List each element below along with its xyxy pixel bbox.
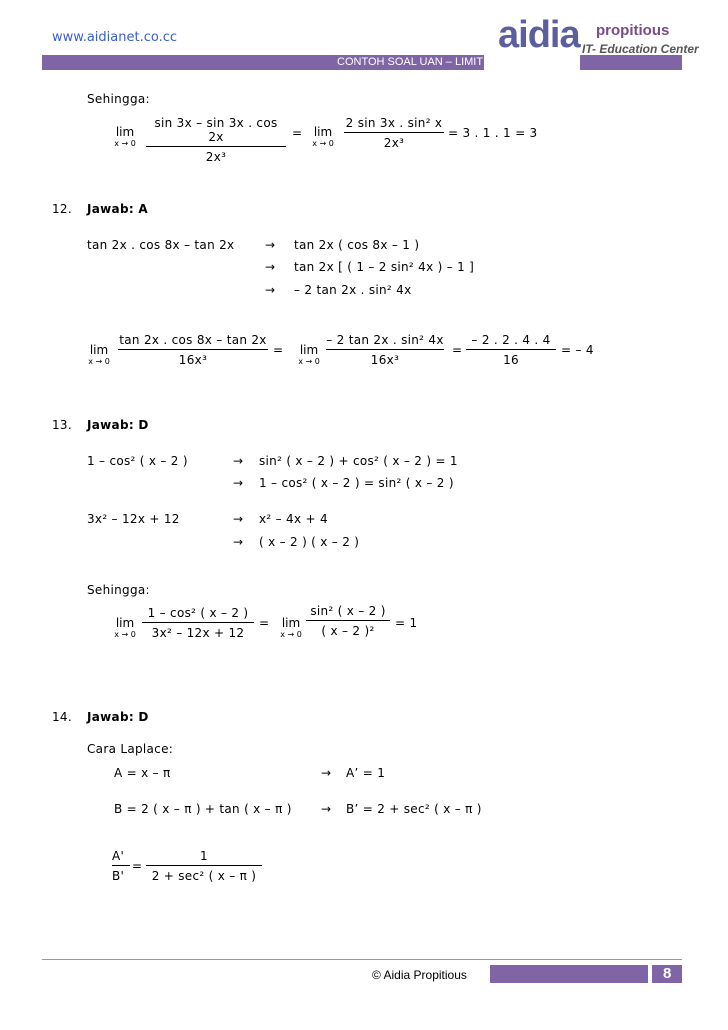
- step-text: ( x – 2 ) ( x – 2 ): [259, 535, 360, 549]
- fraction: – 2 tan 2x . sin² 4x 16x³: [326, 333, 444, 367]
- fraction: 2 sin 3x . sin² x 2x³: [345, 116, 443, 150]
- logo-aidia-text: aidia: [498, 14, 580, 56]
- arrow-icon: →: [233, 476, 244, 490]
- equals-sign: =: [292, 126, 303, 140]
- logo-tagline: IT- Education Center: [582, 42, 699, 56]
- website-link[interactable]: www.aidianet.co.cc: [52, 30, 178, 45]
- limit-operator: lim x → 0: [114, 125, 136, 148]
- b-derivative: B’ = 2 + sec² ( x – π ): [346, 802, 482, 816]
- footer-bar: [490, 965, 648, 983]
- limit-operator: lim x → 0: [88, 343, 110, 366]
- arrow-icon: →: [233, 454, 244, 468]
- result-text: = – 4: [561, 343, 594, 357]
- result-text: = 3 . 1 . 1 = 3: [448, 126, 538, 140]
- limit-operator: lim x → 0: [114, 616, 136, 639]
- page-number: 8: [663, 965, 672, 982]
- footer-divider: [42, 959, 682, 960]
- fraction: 1 – cos² ( x – 2 ) 3x² – 12x + 12: [142, 606, 254, 640]
- copyright-text: © Aidia Propitious: [372, 968, 467, 982]
- question-number: 12.: [52, 202, 72, 216]
- ratio-fraction: A' B': [112, 849, 130, 883]
- expression-lhs: 1 – cos² ( x – 2 ): [87, 454, 188, 468]
- step-text: x² – 4x + 4: [259, 512, 328, 526]
- sehingga-label: Sehingga:: [87, 92, 150, 106]
- answer-label: Jawab: D: [87, 710, 149, 724]
- step-text: tan 2x ( cos 8x – 1 ): [294, 238, 420, 252]
- step-text: tan 2x [ ( 1 – 2 sin² 4x ) – 1 ]: [294, 260, 475, 274]
- limit-operator: lim x → 0: [280, 616, 302, 639]
- fraction: – 2 . 2 . 4 . 4 16: [466, 333, 556, 367]
- step-text: sin² ( x – 2 ) + cos² ( x – 2 ) = 1: [259, 454, 458, 468]
- logo: [498, 14, 699, 68]
- equals-sign: =: [132, 859, 143, 873]
- equals-sign: =: [452, 343, 463, 357]
- equals-sign: =: [259, 616, 270, 630]
- fraction: sin 3x – sin 3x . cos 2x 2x³: [146, 116, 286, 164]
- expression-lhs: tan 2x . cos 8x – tan 2x: [87, 238, 235, 252]
- a-derivative: A’ = 1: [346, 766, 386, 780]
- sehingga-label: Sehingga:: [87, 583, 150, 597]
- arrow-icon: →: [233, 535, 244, 549]
- limit-operator: lim x → 0: [312, 125, 334, 148]
- fraction: tan 2x . cos 8x – tan 2x 16x³: [119, 333, 267, 367]
- a-definition: A = x – π: [114, 766, 171, 780]
- step-text: – 2 tan 2x . sin² 4x: [294, 283, 412, 297]
- equals-sign: =: [273, 343, 284, 357]
- method-label: Cara Laplace:: [87, 742, 174, 756]
- b-definition: B = 2 ( x – π ) + tan ( x – π ): [114, 802, 292, 816]
- answer-label: Jawab: D: [87, 418, 149, 432]
- result-text: = 1: [395, 616, 418, 630]
- answer-label: Jawab: A: [87, 202, 148, 216]
- question-number: 14.: [52, 710, 72, 724]
- result-fraction: 1 2 + sec² ( x – π ): [146, 849, 262, 883]
- arrow-icon: →: [265, 238, 276, 252]
- document-title: CONTOH SOAL UAN – LIMIT: [337, 56, 484, 68]
- arrow-icon: →: [265, 260, 276, 274]
- fraction: sin² ( x – 2 ) ( x – 2 )²: [306, 604, 390, 638]
- question-number: 13.: [52, 418, 72, 432]
- limit-operator: lim x → 0: [298, 343, 320, 366]
- logo-brand-text: propitious: [596, 22, 670, 39]
- expression-lhs: 3x² – 12x + 12: [87, 512, 180, 526]
- arrow-icon: →: [265, 283, 276, 297]
- arrow-icon: →: [233, 512, 244, 526]
- arrow-icon: →: [321, 802, 332, 816]
- step-text: 1 – cos² ( x – 2 ) = sin² ( x – 2 ): [259, 476, 454, 490]
- arrow-icon: →: [321, 766, 332, 780]
